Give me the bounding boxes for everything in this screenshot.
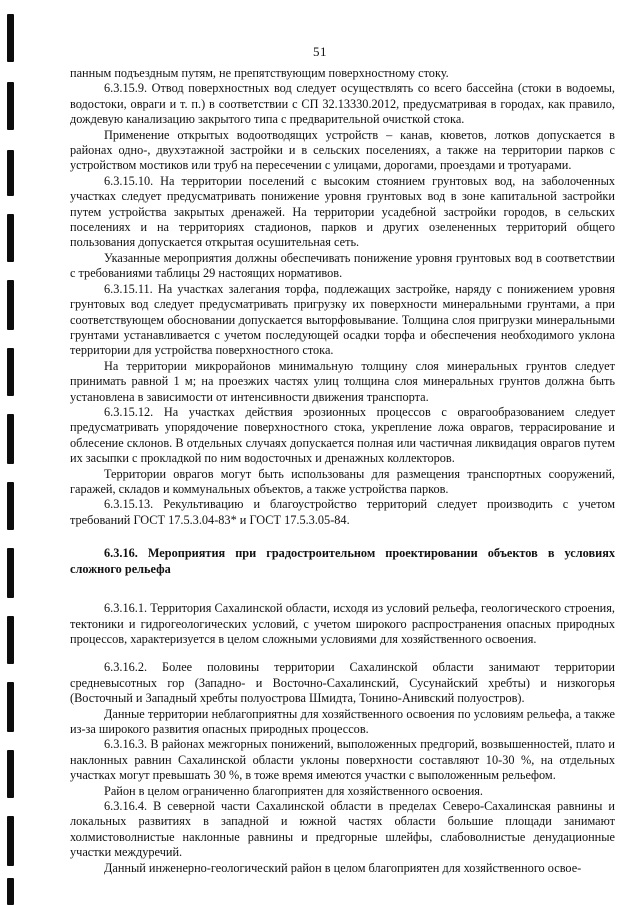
binding-mark	[7, 482, 14, 530]
paragraph: 6.3.15.12. На участках действия эрозионных процессов с оврагообразованием следует предусматривать упорядочение поверхностного стока, укрепление ложа оврагов, террасирование и облесение склонов. В отдельных случаях допускается полная или частичная ликвидация оврагов путем их засыпки с прокладкой по ним водосточных и дренажных коллекторов.	[70, 404, 615, 466]
binding-mark	[7, 348, 14, 396]
page-number: 51	[313, 44, 327, 59]
section-heading: 6.3.16. Мероприятия при градостроительном проектировании объектов в условиях сложного рельефа	[70, 546, 615, 577]
binding-mark	[7, 750, 14, 798]
paragraph: Данные территории неблагоприятны для хозяйственного освоения по условиям рельефа, а также из-за широкого развития опасных природных процессов.	[70, 706, 615, 737]
paragraph: панным подъездным путям, не препятствующим поверхностному стоку.	[70, 66, 449, 80]
binding-mark	[7, 548, 14, 598]
paragraph: 6.3.16.4. В северной части Сахалинской области в пределах Северо-Сахалинская равнины и локальных развитиях в западной и южной частях области большие площади занимают холмистоволнистые наклонные равнины и предгорные шлейфы, слабоволнистые денудационные участки междуречий.	[70, 799, 615, 860]
paragraph: 6.3.15.10. На территории поселений с высоким стоянием грунтовых вод, на заболоченных участках следует предусматривать понижение уровня грунтовых вод в зоне капитальной застройки путем устройства закрытых дренажей. На территории усадебной застройки городов, в сельских поселениях и на территориях стадионов, парков и других озелененных территорий общего пользования допускается открытая осушительная сеть.	[70, 173, 615, 250]
binding-mark	[7, 878, 14, 905]
binding-mark	[7, 816, 14, 866]
paragraph: 6.3.16.1. Территория Сахалинской области, исходя из условий рельефа, геологического строения, тектоники и гидрогеологических условий, с учетом широкого распространения опасных природных процессов, характеризуется в целом сложными условиями для хозяйственного освоения.	[70, 601, 615, 646]
paragraph: 6.3.16.2. Более половины территории Сахалинской области занимают территории средневысотных гор (Западно- и Восточно-Сахалинский, Сусунайский хребты) и низкогорья (Восточный и Западный хребты полуострова Шмидта, Тонино-Анивский полуостров).	[70, 660, 615, 706]
paragraph: 6.3.16.3. В районах межгорных понижений, выположенных предгорий, возвышенностей, плато и наклонных равнин Сахалинской области уклоны поверхности составляют 10-30 %, на отдельных участках могут превышать 30 %, в тоже время имеются участки с выположенным рельефом.	[70, 737, 615, 783]
binding-marks	[7, 0, 15, 905]
paragraph: 6.3.15.13. Рекультивацию и благоустройство территорий следует производить с учетом требований ГОСТ 17.5.3.04-83* и ГОСТ 17.5.3.05-84.	[70, 497, 615, 527]
paragraph: На территории микрорайонов минимальную толщину слоя минеральных грунтов следует принимать равной 1 м; на проезжих частях улиц толщина слоя минеральных грунтов должна быть установлена в зависимости от интенсивности движения транспорта.	[70, 358, 615, 404]
binding-mark	[7, 616, 14, 664]
paragraph: 6.3.15.11. На участках залегания торфа, подлежащих застройке, наряду с понижением уровня грунтовых вод следует предусматривать пригрузку их поверхности минеральными грунтами, а при соответствующем обосновании допускается выторфовывание. Толщина слоя пригрузки минеральными грунтами устанавливается с учетом последующей осадки торфа и обеспечения необходимого уклона территории для устройства поверхностного стока.	[70, 281, 615, 358]
paragraph: Данный инженерно-геологический район в целом благоприятен для хозяйственного освое-	[104, 860, 582, 875]
document-body	[70, 66, 615, 876]
binding-mark	[7, 150, 14, 196]
paragraph: 6.3.15.9. Отвод поверхностных вод следует осуществлять со всего бассейна (стоки в водоемы, водостоки, овраги и т. п.) в соответствии с СП 32.13330.2012, предусматривая в городах, как правило, дождевую канализацию закрытого типа с предварительной очисткой стока.	[70, 81, 615, 127]
paragraph: Применение открытых водоотводящих устройств – канав, кюветов, лотков допускается в районах одно-, двухэтажной застройки и в сельских поселениях, а также на территории парков с устройством мостиков или труб на пересечении с улицами, дорогами, проездами и тротуарами.	[70, 127, 615, 173]
paragraph: Указанные мероприятия должны обеспечивать понижение уровня грунтовых вод в соответствии с требованиями таблицы 29 настоящих нормативов.	[70, 250, 615, 281]
binding-mark	[7, 82, 14, 130]
paragraph: Район в целом ограниченно благоприятен для хозяйственного освоения.	[104, 783, 483, 798]
binding-mark	[7, 214, 14, 262]
binding-mark	[7, 280, 14, 330]
binding-mark	[7, 682, 14, 732]
binding-mark	[7, 414, 14, 464]
paragraph: Территории оврагов могут быть использованы для размещения транспортных сооружений, гаражей, складов и коммунальных объектов, а также устройства парков.	[70, 466, 615, 496]
